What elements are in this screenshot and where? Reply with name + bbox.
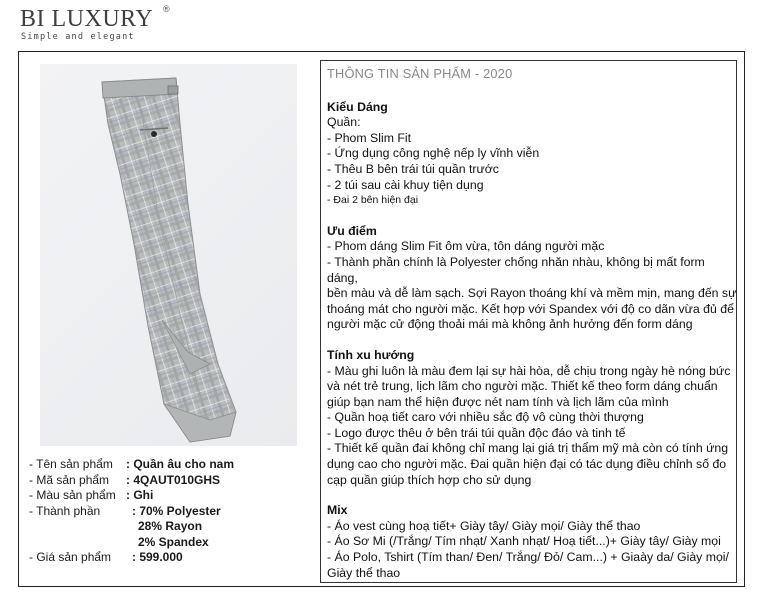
list-item: thoáng mát cho người mặc. Kết hợp với Spandex với độ co dãn vừa đủ để <box>327 301 734 316</box>
section-uu-diem <box>327 224 737 333</box>
list-item: - Phom Slim Fit <box>327 130 412 145</box>
list-item: - Áo vest cùng hoạ tiết+ Giày tây/ Giày mọi/ Giày thể thao <box>327 518 641 533</box>
spec-value: 28% Rayon <box>138 519 203 533</box>
section-subheading: Quần: <box>327 115 361 130</box>
spec-value: : 70% Polyester <box>132 503 221 518</box>
list-item: - Đai 2 bên hiện đại <box>327 194 419 207</box>
list-item: cạp quần giúp thích hợp cho sử dụng <box>327 472 532 487</box>
product-photo <box>40 64 297 446</box>
section-heading: Tính xu hướng <box>327 347 415 362</box>
list-item: người mặc cử động thoải mái mà không ảnh hưởng đến form dáng <box>327 317 693 332</box>
section-heading: Mix <box>327 503 348 518</box>
spec-value: : 4QAUT010GHS <box>126 472 221 487</box>
list-item: - Quần hoạ tiết caro với nhiều sắc độ vô cùng thời thượng <box>327 410 644 425</box>
spec-value: 2% Spandex <box>138 534 209 549</box>
trousers-photo-icon <box>40 64 297 446</box>
list-item: - Logo được thêu ở bên trái túi quần độc đáo và tinh tế <box>327 425 626 440</box>
section-mix <box>327 503 737 581</box>
spec-label: - Giá sản phẩm <box>29 550 112 564</box>
list-item: - Thêu B bên trái túi quần trước <box>327 161 499 176</box>
list-item: bền màu và dễ làm sạch. Sợi Rayon thoáng khí và mềm mịn, mang đến sự <box>327 286 737 301</box>
list-item: và nét trẻ trung, lịch lãm cho người mặc. Thiết kế theo form dáng chuẩn <box>327 379 718 394</box>
brand-logo <box>20 4 170 42</box>
list-item: - Thành phần chính là Polyester chống nhăn nhàu, không bị mất form dáng, <box>327 254 705 285</box>
product-info <box>327 66 737 596</box>
list-item: - 2 túi sau cài khuy tiện dụng <box>327 177 484 192</box>
brand-name: BI LUXURY <box>20 6 154 32</box>
info-title: THÔNG TIN SẢN PHẨM - 2020 <box>327 66 513 81</box>
list-item: giúp bạn nam thể hiện được nét nam tính và lịch lãm của mình <box>327 394 669 409</box>
brand-tagline: Simple and elegant <box>21 32 135 42</box>
spec-label: - Tên sản phẩm <box>29 457 113 471</box>
list-item: - Phom dáng Slim Fit ôm vừa, tôn dáng người mặc <box>327 239 605 254</box>
list-item: - Thiết kế quần đai không chỉ mang lại giá trị thẩm mỹ mà còn có tính ứng <box>327 441 729 456</box>
spec-value: : 599.000 <box>132 550 183 564</box>
list-item: Giày thể thao <box>327 565 401 580</box>
spec-value: : Quần âu cho nam <box>126 457 235 471</box>
spec-label: - Mã sản phẩm <box>29 472 110 487</box>
list-item: dụng cao cho người mặc. Đai quần hiện đại có tác dụng điều chỉnh số đo <box>327 457 727 472</box>
spec-label: - Thành phần <box>29 503 101 518</box>
spec-value: : Ghi <box>126 488 154 502</box>
list-item: - Áo Polo, Tshirt (Tím than/ Đen/ Trắng/ Đỏ/ Cam...) + Giaày da/ Giày mọi/ <box>327 550 729 565</box>
list-item: - Màu ghi luôn là màu đem lại sự hài hòa, dễ chịu trong ngày hè nóng bức <box>327 363 731 378</box>
section-heading: Kiểu Dáng <box>327 99 388 114</box>
list-item: - Ứng dụng công nghệ nếp ly vĩnh viễn <box>327 146 540 161</box>
section-kieu-dang <box>327 100 737 209</box>
spec-label: - Màu sản phẩm <box>29 488 116 502</box>
list-item: - Áo Sơ Mi (/Trắng/ Tím nhạt/ Xanh nhạt/ Hoạ tiết...)+ Giày tây/ Giày mọi <box>327 534 721 549</box>
registered-mark: ® <box>163 4 170 14</box>
section-tinh-xu-huong <box>327 348 737 488</box>
section-heading: Ưu điểm <box>327 223 377 238</box>
